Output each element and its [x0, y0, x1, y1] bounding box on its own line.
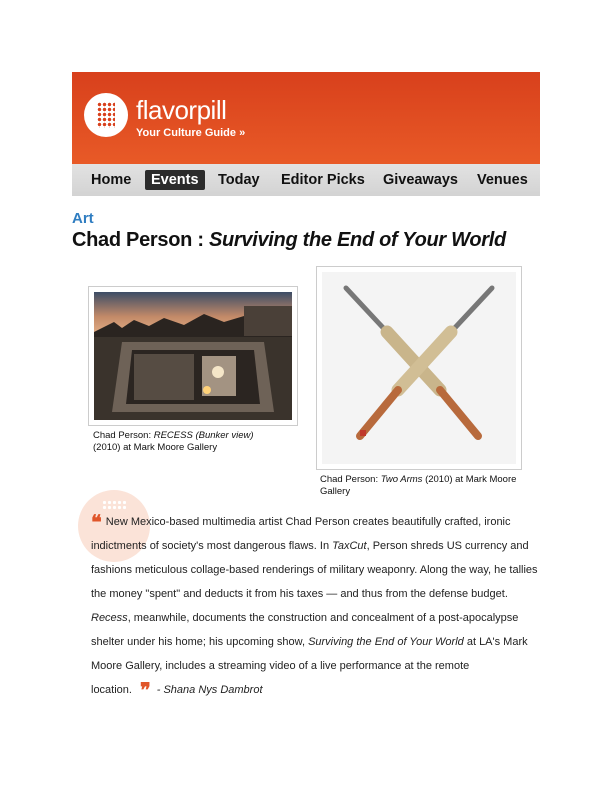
- recess-photo[interactable]: [88, 286, 298, 426]
- tagline-link[interactable]: Your Culture Guide »: [136, 127, 246, 139]
- nav-events[interactable]: Events: [145, 170, 205, 190]
- title-artist: Chad Person: [72, 229, 193, 251]
- site-header: [72, 72, 540, 164]
- logo-text[interactable]: flavorpill: [136, 95, 227, 125]
- two-arms-photo[interactable]: [316, 266, 522, 470]
- recess-caption: Chad Person: RECESS (Bunker view) (2010) at Mark Moore Gallery: [93, 430, 254, 453]
- nav-venues[interactable]: Venues: [477, 172, 528, 188]
- nav-home[interactable]: Home: [91, 172, 132, 188]
- page-title: [72, 229, 506, 252]
- close-quote-icon: ❞: [139, 678, 151, 702]
- article-body: ❝ New Mexico-based multimedia artist Chad Person creates beautifully crafted, ironic indictments of society's most dangerous flaws. In TaxCut, Person shreds US currency and fashions meticulous collage-based renderings of military weaponry. Along the way, he tallies the money "spent" and deducts it from his taxes — and thus from the defense budget. Recess, meanwhile, documents the construction and concealment of a post-apocalypse shelter under his home; his upcoming show, Surviving the End of Your World at LA's Mark Moore Gallery, includes a streaming video of a live performance at the remote location. ❞ - Shana Nys Dambrot: [91, 510, 538, 702]
- two-arms-caption: Chad Person: Two Arms (2010) at Mark Moore Gallery: [320, 474, 517, 497]
- category-link[interactable]: Art: [72, 210, 94, 227]
- nav-giveaways[interactable]: Giveaways: [383, 172, 458, 188]
- title-show: Surviving the End of Your World: [208, 229, 506, 251]
- title-separator: :: [192, 229, 209, 251]
- open-quote-icon: ❝: [91, 510, 102, 534]
- nav-today[interactable]: Today: [218, 172, 260, 188]
- flavorpill-logo-icon[interactable]: [84, 93, 128, 137]
- two-arms-image: [322, 272, 516, 464]
- main-nav: [72, 164, 540, 196]
- recess-image: [94, 292, 292, 420]
- author-byline[interactable]: - Shana Nys Dambrot: [156, 684, 263, 696]
- nav-editor-picks[interactable]: Editor Picks: [281, 172, 365, 188]
